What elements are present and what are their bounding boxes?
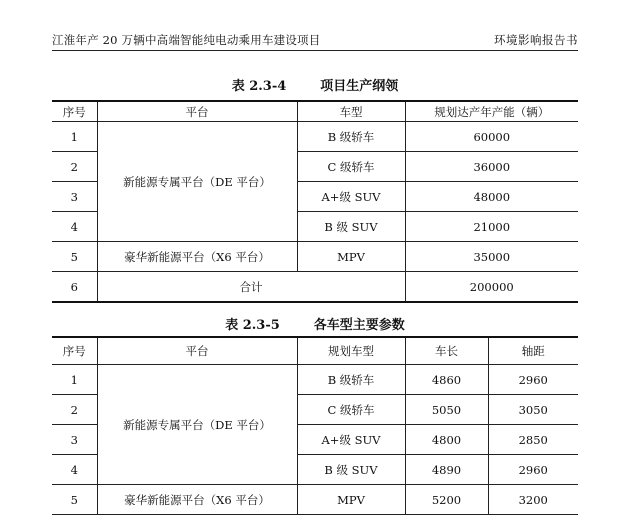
length-cell: 4860 bbox=[405, 365, 488, 395]
platform-cell: 新能源专属平台（DE 平台） bbox=[97, 365, 297, 485]
row-no: 4 bbox=[52, 455, 97, 485]
table2-caption bbox=[52, 314, 578, 333]
wheelbase-cell: 2960 bbox=[488, 365, 578, 395]
table-row bbox=[52, 122, 578, 152]
length-cell: 4800 bbox=[405, 425, 488, 455]
table-row bbox=[52, 365, 578, 395]
row-no: 2 bbox=[52, 152, 97, 182]
table-row bbox=[52, 242, 578, 272]
col-header-model: 车型 bbox=[297, 101, 405, 122]
col-header-no: 序号 bbox=[52, 337, 97, 365]
row-no: 1 bbox=[52, 122, 97, 152]
table-row bbox=[52, 485, 578, 515]
platform-cell: 豪华新能源平台（X6 平台） bbox=[97, 242, 297, 272]
model-cell: B 级 SUV bbox=[297, 455, 405, 485]
row-no: 5 bbox=[52, 242, 97, 272]
table1-caption bbox=[52, 75, 578, 94]
model-cell: C 级轿车 bbox=[297, 152, 405, 182]
length-cell: 5050 bbox=[405, 395, 488, 425]
total-row bbox=[52, 272, 578, 303]
page-header bbox=[52, 32, 578, 51]
row-no: 1 bbox=[52, 365, 97, 395]
row-no: 6 bbox=[52, 272, 97, 303]
length-cell: 4890 bbox=[405, 455, 488, 485]
total-label: 合计 bbox=[97, 272, 405, 303]
col-header-no: 序号 bbox=[52, 101, 97, 122]
col-header-length: 车长 bbox=[405, 337, 488, 365]
table1-number: 表 2.3-4 bbox=[231, 79, 287, 94]
length-cell: 5200 bbox=[405, 485, 488, 515]
table2-number: 表 2.3-5 bbox=[225, 318, 280, 333]
row-no: 3 bbox=[52, 425, 97, 455]
table1-title: 项目生产纲领 bbox=[320, 79, 399, 94]
col-header-model: 规划车型 bbox=[297, 337, 405, 365]
model-cell: MPV bbox=[297, 242, 405, 272]
model-cell: B 级轿车 bbox=[297, 365, 405, 395]
table-header-row bbox=[52, 101, 578, 122]
project-title: 江淮年产 20 万辆中高端智能纯电动乘用车建设项目 bbox=[52, 33, 321, 47]
platform-cell: 豪华新能源平台（X6 平台） bbox=[97, 485, 297, 515]
model-cell: MPV bbox=[297, 485, 405, 515]
model-cell: C 级轿车 bbox=[297, 395, 405, 425]
document-type: 环境影响报告书 bbox=[494, 33, 578, 47]
model-cell: B 级轿车 bbox=[297, 122, 405, 152]
platform-cell: 新能源专属平台（DE 平台） bbox=[97, 122, 297, 242]
col-header-platform: 平台 bbox=[97, 101, 297, 122]
row-no: 5 bbox=[52, 485, 97, 515]
wheelbase-cell: 2960 bbox=[488, 455, 578, 485]
row-no: 2 bbox=[52, 395, 97, 425]
row-no: 3 bbox=[52, 182, 97, 212]
capacity-cell: 21000 bbox=[405, 212, 578, 242]
col-header-platform: 平台 bbox=[97, 337, 297, 365]
table-header-row bbox=[52, 337, 578, 365]
wheelbase-cell: 3050 bbox=[488, 395, 578, 425]
capacity-cell: 36000 bbox=[405, 152, 578, 182]
capacity-cell: 35000 bbox=[405, 242, 578, 272]
row-no: 4 bbox=[52, 212, 97, 242]
production-program-table bbox=[52, 100, 578, 303]
model-cell: A+级 SUV bbox=[297, 182, 405, 212]
col-header-wheelbase: 轴距 bbox=[488, 337, 578, 365]
model-cell: B 级 SUV bbox=[297, 212, 405, 242]
model-cell: A+级 SUV bbox=[297, 425, 405, 455]
col-header-capacity: 规划达产年产能（辆） bbox=[405, 101, 578, 122]
total-capacity: 200000 bbox=[405, 272, 578, 303]
table2-title: 各车型主要参数 bbox=[313, 318, 405, 333]
vehicle-parameters-table bbox=[52, 336, 578, 515]
capacity-cell: 60000 bbox=[405, 122, 578, 152]
capacity-cell: 48000 bbox=[405, 182, 578, 212]
wheelbase-cell: 3200 bbox=[488, 485, 578, 515]
wheelbase-cell: 2850 bbox=[488, 425, 578, 455]
